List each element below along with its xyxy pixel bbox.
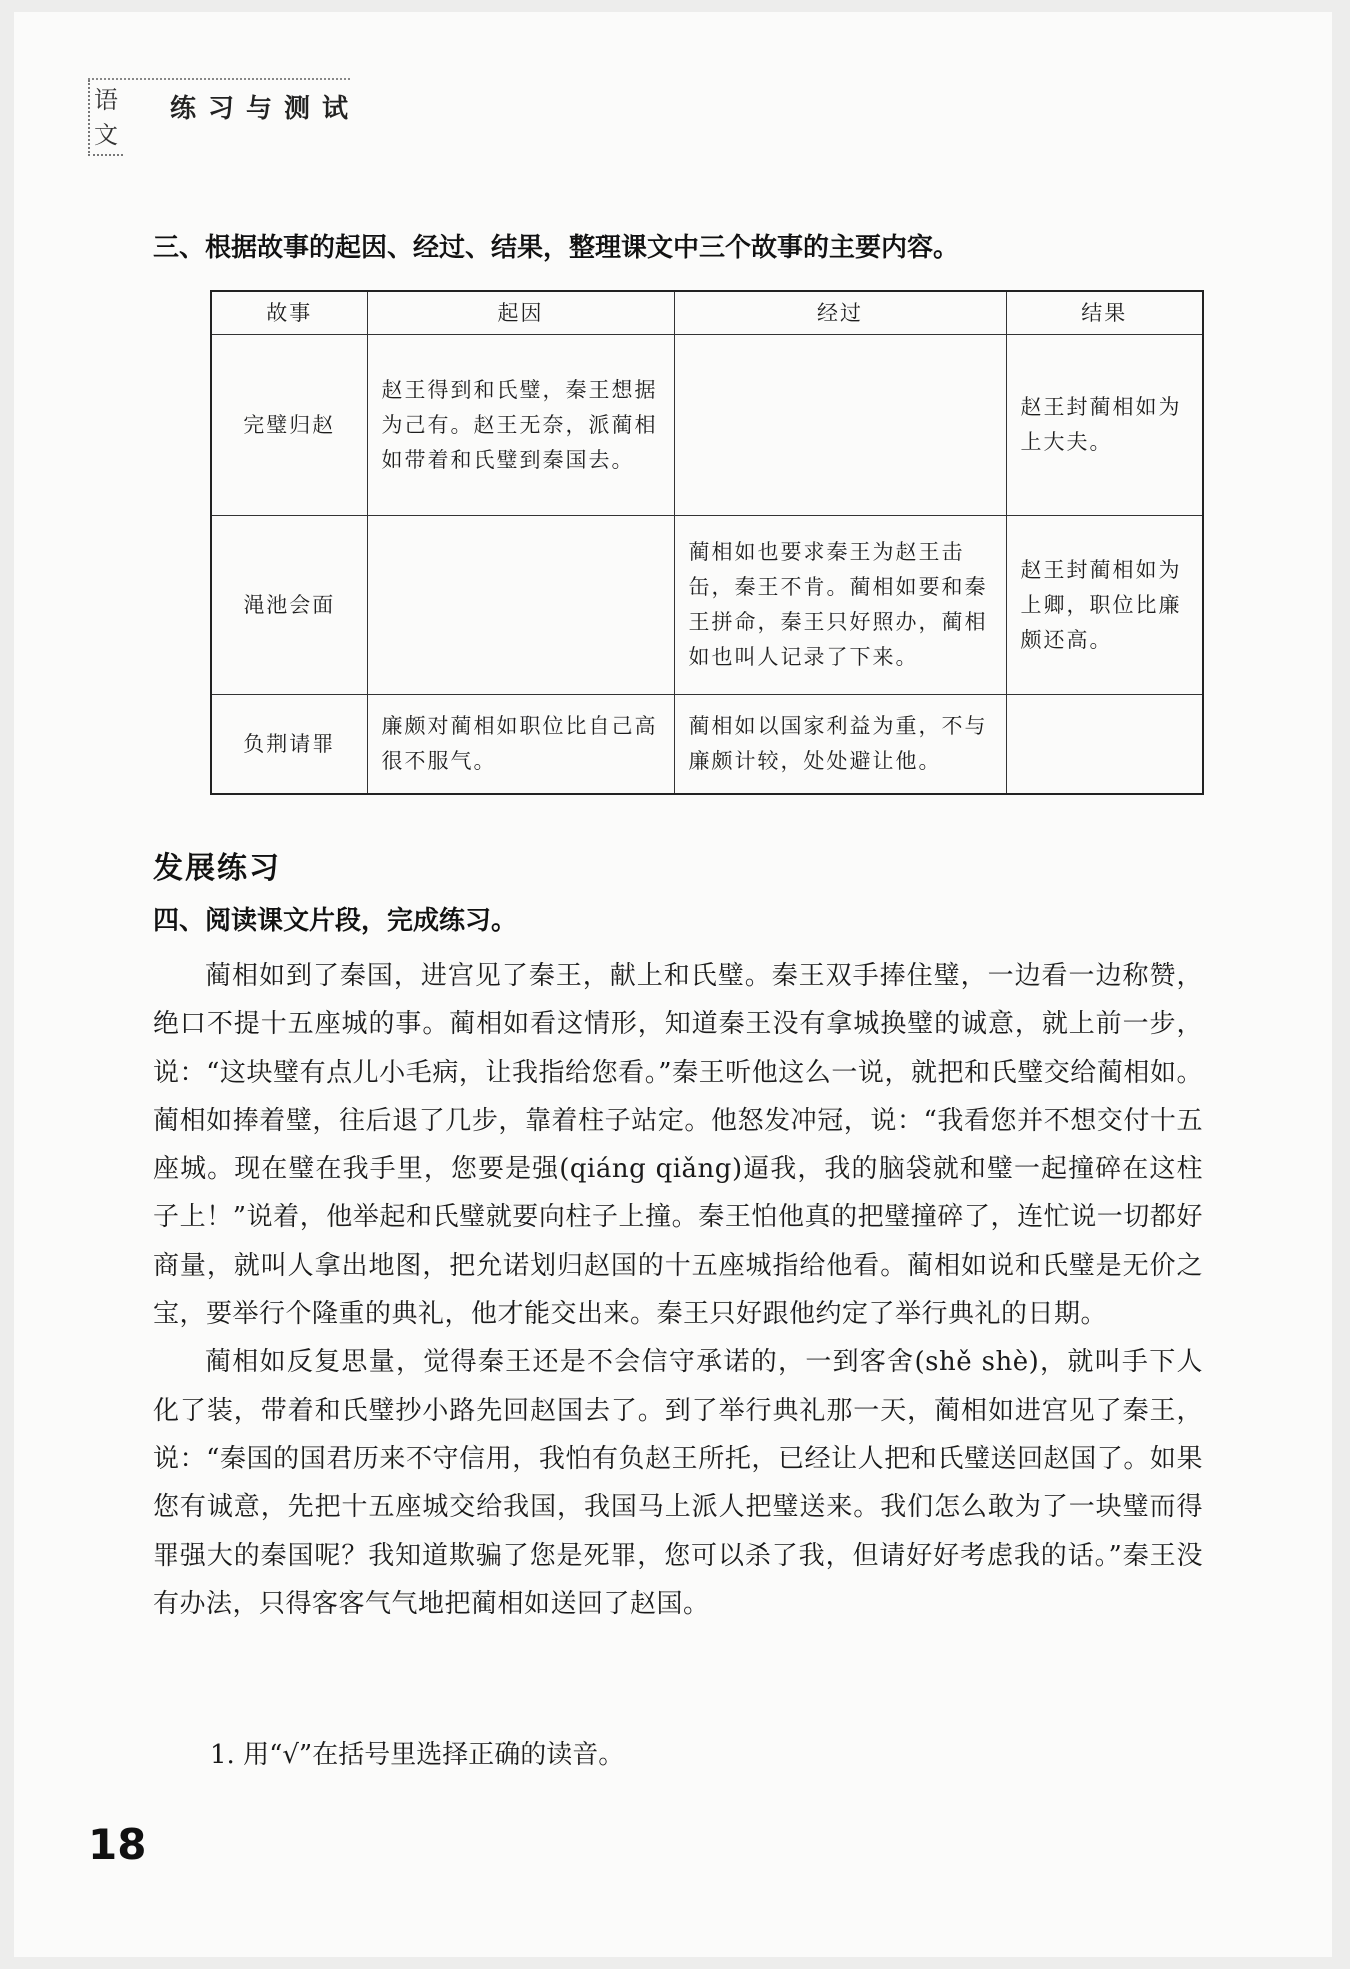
section-3-title: 三、根据故事的起因、经过、结果，整理课文中三个故事的主要内容。 (153, 233, 960, 263)
header-process: 经过 (674, 291, 1006, 335)
cause-cell: 廉颇对蔺相如职位比自己高很不服气。 (367, 695, 674, 795)
result-cell: 赵王封蔺相如为上卿，职位比廉颇还高。 (1006, 516, 1203, 695)
development-practice-heading: 发展练习 (153, 851, 281, 886)
passage-paragraph: 蔺相如到了秦国，进宫见了秦王，献上和氏璧。秦王双手捧住璧，一边看一边称赞，绝口不提十五座城的事。蔺相如看这情形，知道秦王没有拿城换璧的诚意，就上前一步，说：“这块璧有点儿小毛病，让我指给您看。”秦王听他这么一说，就把和氏璧交给蔺相如。蔺相如捧着璧，往后退了几步，靠着柱子站定。他怒发冲冠，说：“我看您并不想交付十五座城。现在璧在我手里，您要是强(qiáng qiǎng)逼我，我的脑袋就和璧一起撞碎在这柱子上！”说着，他举起和氏璧就要向柱子上撞。秦王怕他真的把璧撞碎了，连忙说一切都好商量，就叫人拿出地图，把允诺划归赵国的十五座城指给他看。蔺相如说和氏璧是无价之宝，要举行个隆重的典礼，他才能交出来。秦王只好跟他约定了举行典礼的日期。 (153, 961, 1203, 1330)
cause-cell-blank[interactable] (367, 516, 674, 695)
subject-label: 语文 (88, 80, 123, 156)
result-cell: 赵王封蔺相如为上大夫。 (1006, 335, 1203, 516)
story-name: 渑池会面 (211, 516, 367, 695)
process-cell: 蔺相如也要求秦王为赵王击缶，秦王不肯。蔺相如要和秦王拼命，秦王只好照办，蔺相如也叫人记录了下来。 (674, 516, 1006, 695)
section-4-title: 四、阅读课文片段，完成练习。 (153, 906, 518, 936)
story-name: 完璧归赵 (211, 335, 367, 516)
header-cause: 起因 (367, 291, 674, 335)
cause-cell: 赵王得到和氏璧，秦王想据为己有。赵王无奈，派蔺相如带着和氏璧到秦国去。 (367, 335, 674, 516)
table-header-row (211, 291, 1203, 335)
process-cell-blank[interactable] (674, 335, 1006, 516)
header-result: 结果 (1006, 291, 1203, 335)
book-title: 练习与测试 (170, 94, 361, 124)
story-name: 负荆请罪 (211, 695, 367, 795)
table-row (211, 516, 1203, 695)
result-cell-blank[interactable] (1006, 695, 1203, 795)
table-row (211, 695, 1203, 795)
reading-passage (153, 952, 1203, 1628)
page-number: 18 (88, 1820, 147, 1869)
process-cell: 蔺相如以国家利益为重，不与廉颇计较，处处避让他。 (674, 695, 1006, 795)
passage-paragraph: 蔺相如反复思量，觉得秦王还是不会信守承诺的，一到客舍(shě shè)，就叫手下人化了装，带着和氏璧抄小路先回赵国去了。到了举行典礼那一天，蔺相如进宫见了秦王，说：“秦国的国君历来不守信用，我怕有负赵王所托，已经让人把和氏璧送回赵国了。如果您有诚意，先把十五座城交给我国，我国马上派人把璧送来。我们怎么敢为了一块璧而得罪强大的秦国呢？我知道欺骗了您是死罪，您可以杀了我，但请好好考虑我的话。”秦王没有办法，只得客客气气地把蔺相如送回了赵国。 (153, 1347, 1203, 1619)
header-dotted-rule (88, 78, 350, 80)
story-summary-table (210, 290, 1204, 795)
header-story: 故事 (211, 291, 367, 335)
table-row (211, 335, 1203, 516)
question-1: 1. 用“√”在括号里选择正确的读音。 (210, 1740, 625, 1770)
